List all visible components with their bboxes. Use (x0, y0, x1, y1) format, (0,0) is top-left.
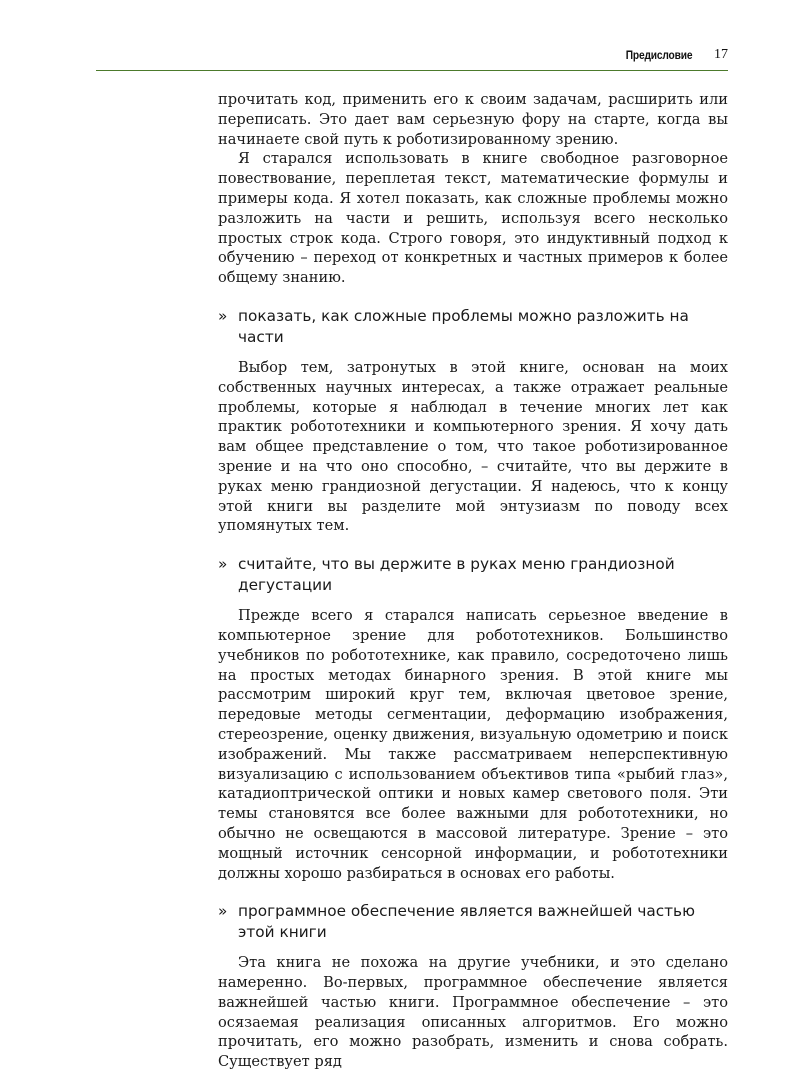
pull-quote-text: программное обеспечение является важнейшей частью этой книги (238, 902, 695, 942)
quote-marker: » (218, 902, 228, 921)
paragraph-continued: прочитать код, применить его к своим задачам, расширить или переписать. Это дает вам серьезную фору на старте, когда вы начинаете свой путь к роботизированному зрению. (218, 91, 728, 148)
running-header (96, 48, 728, 71)
pull-quote (218, 554, 718, 596)
paragraph: Выбор тем, затронутых в этой книге, основан на моих собственных научных интересах, а также отражает реальные проблемы, которые я наблюдал в течение многих лет как практик робототехники и компьютерного зрения. Я хочу дать вам общее представление о том, что такое роботизированное зрение и на что оно способно, – считайте, что вы держите в руках меню грандиозной дегустации. Я надеюсь, что к концу этой книги вы разделите мой энтузиазм по поводу всех упомянутых тем. (218, 358, 728, 535)
paragraph: Эта книга не похожа на другие учебники, и это сделано намеренно. Во-первых, программное обеспечение является важнейшей частью книги. Программное обеспечение – это осязаемая реализация описанных алгоритмов. Его можно прочитать, его можно разобрать, изменить и снова собрать. Существует ряд (218, 954, 728, 1071)
header-section-title: Предисловие (625, 48, 692, 62)
pull-quote (218, 901, 718, 943)
pull-quote-text: показать, как сложные проблемы можно разложить на части (238, 306, 689, 346)
paragraph: Прежде всего я старался написать серьезное введение в компьютерное зрение для робототехников. Большинство учебников по робототехнике, как правило, сосредоточено лишь на простых методах бинарного зрения. В этой книге мы рассмотрим широкий круг тем, включая цветовое зрение, передовые методы сегментации, деформацию изображения, стереозрение, оценку движения, визуальную одометрию и поиск изображений. Мы также рассматриваем неперспективную визуализацию с использованием объективов типа «рыбий глаз», катадиоптрической оптики и новых камер светового поля. Эти темы становятся все более важными для робототехники, но обычно не освещаются в массовой литературе. Зрение – это мощный источник сенсорной информации, и робототехники должны хорошо разбираться в основах его работы. (218, 607, 728, 882)
page-number: 17 (714, 47, 728, 62)
quote-marker: » (218, 306, 228, 325)
pull-quote-text: считайте, что вы держите в руках меню грандиозной дегустации (238, 555, 675, 595)
paragraph: Я старался использовать в книге свободное разговорное повествование, переплетая текст, математические формулы и примеры кода. Я хотел показать, как сложные проблемы можно разложить на части и решить, используя всего несколько простых строк кода. Строго говоря, это индуктивный подход к обучению – переход от конкретных и частных примеров к более общему знанию. (218, 150, 728, 287)
quote-marker: » (218, 555, 228, 574)
pull-quote (218, 306, 718, 348)
page-body (218, 90, 728, 1072)
